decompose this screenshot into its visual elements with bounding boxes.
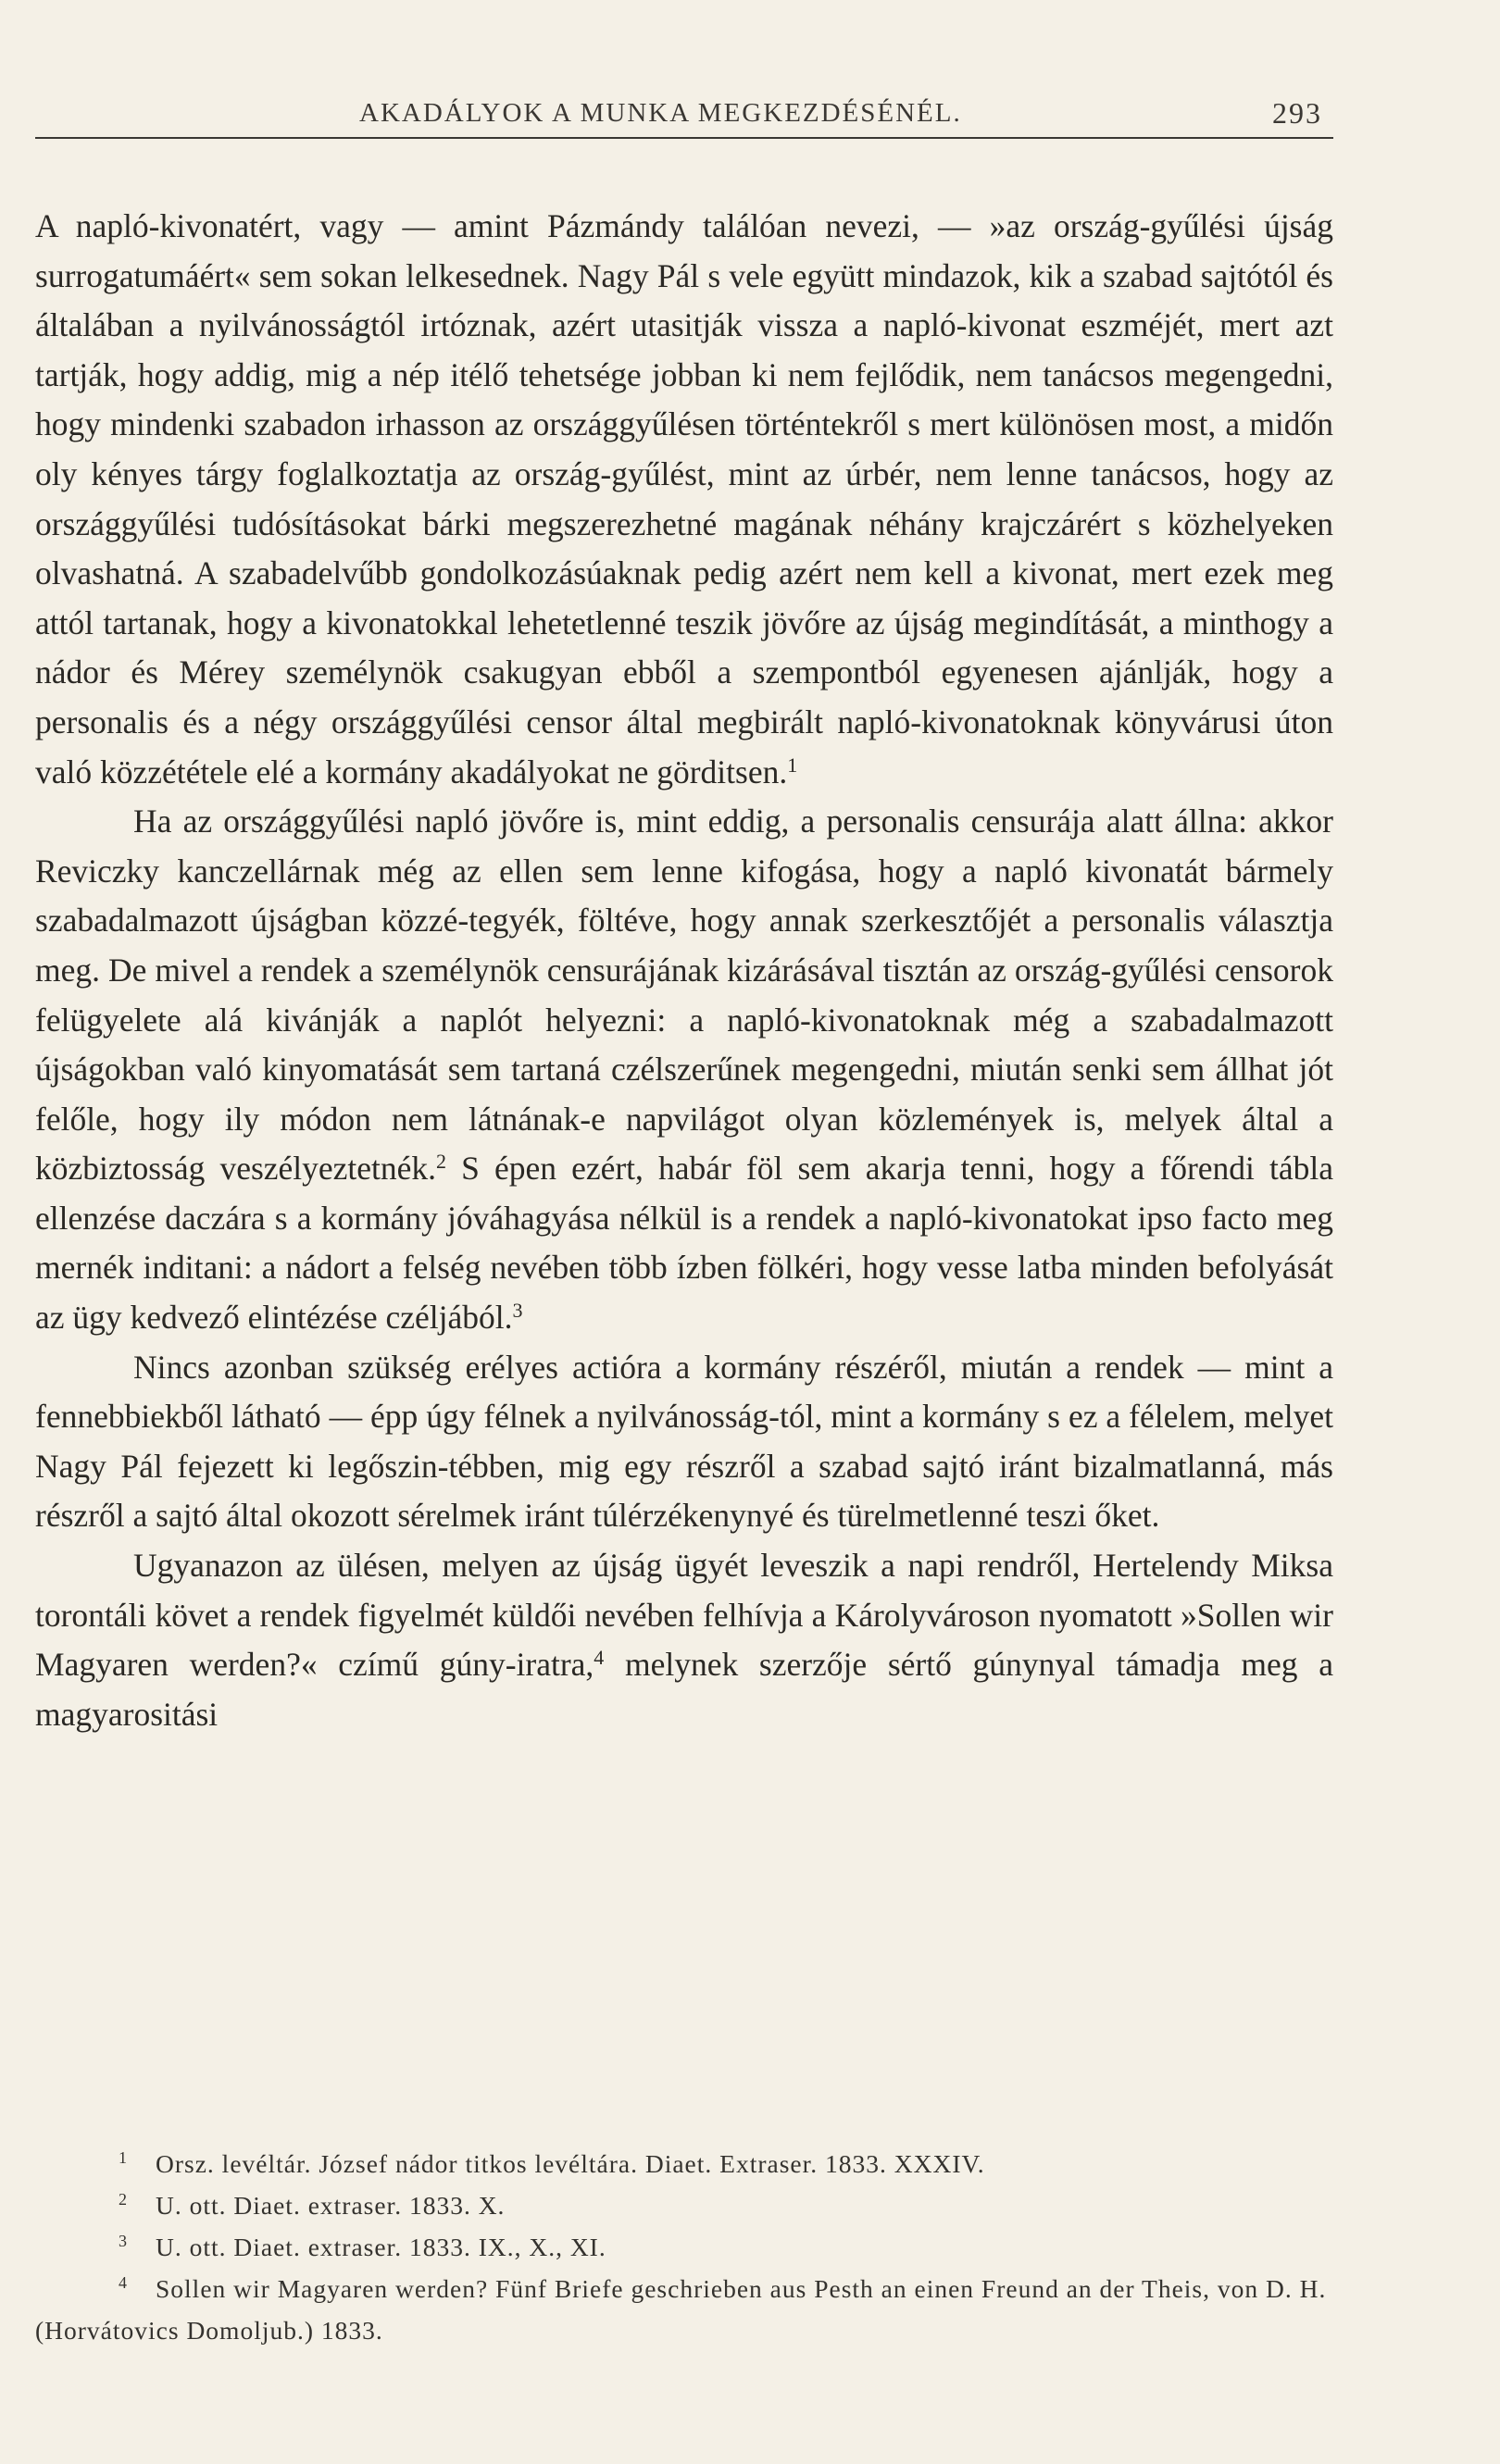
running-title: AKADÁLYOK A MUNKA MEGKEZDÉSÉNÉL. — [359, 98, 962, 128]
body-text — [35, 202, 1333, 1739]
paragraph-3 — [35, 1343, 1333, 1541]
footnote-3: 3 U. ott. Diaet. extraser. 1833. IX., X., XI. — [119, 2232, 606, 2261]
footnote-text: Sollen wir Magyaren werden? Fünf Briefe geschrieben aus Pesth an einen Freund an der Theis, von D. H. (Horvátovics Domoljub.) 1833. — [35, 2274, 1327, 2345]
paragraph-text: A napló-kivonatért, vagy — amint Pázmándy találóan nevezi, — »az ország-gyűlési újság surrogatumáért« sem sokan lelkesednek. Nagy Pál s vele együtt mindazok, kik a szabad sajtótól és általában a nyilvánosságtól irtóznak, azért utasitják vissza a napló-kivonat eszméjét, mert azt tartják, hogy addig, mig a nép itélő tehetsége jobban ki nem fejlődik, nem tanácsos megengedni, hogy mindenki szabadon irhasson az országgyűlésen történtekről s mert különösen most, a midőn oly kényes tárgy foglalkoztatja az ország-gyűlést, mint az úrbér, nem lenne tanácsos, hogy az országgyűlési tudósításokat bárki megszerezhetné magának néhány krajczárért s közhelyeken olvashatná. A szabadelvűbb gondolkozásúaknak pedig azért nem kell a kivonat, mert ezek meg attól tartanak, hogy a kivonatokkal lehetetlenné teszik jövőre az újság megindítását, a minthogy a nádor és Mérey személynök csakugyan ebből a szempontból egyenesen ajánlják, hogy a personalis és a négy országgyűlési censor által megbirált napló-kivonatoknak könyvárusi úton való közzététele elé a kormány akadályokat ne görditsen. — [35, 207, 1333, 790]
footnotes — [35, 2143, 1333, 2351]
paragraph-4 — [35, 1541, 1333, 1739]
paragraph-1 — [35, 202, 1333, 797]
footnote-ref: 4 — [594, 1646, 605, 1670]
page-number: 293 — [1272, 96, 1322, 130]
footnote-ref: 1 — [787, 753, 798, 777]
footnote-text: U. ott. Diaet. extraser. 1833. X. — [156, 2191, 506, 2220]
paragraph-text: S épen ezért, habár föl sem akarja tenni, hogy a főrendi tábla ellenzése daczára s a kormány jóváhagyása nélkül is a rendek a napló-kivonatokat ipso facto meg mernék inditani: a nádort a felség nevében több ízben fölkéri, hogy vesse latba minden befolyását az ügy kedvező elintézése czéljából. — [35, 1150, 1333, 1337]
paragraph-text: Ha az országgyűlési napló jövőre is, mint eddig, a personalis censurája alatt állna: akkor Reviczky kanczellárnak még az ellen sem lenne kifogása, hogy a napló kivonatát bármely szabadalmazott újságban közzé-tegyék, föltéve, hogy annak szerkesztőjét a personalis választja meg. De mivel a rendek a személynök censurájának kizárásával tisztán az ország-gyűlési censorok felügyelete alá kivánják a naplót helyezni: a napló-kivonatoknak még a szabadalmazott újságokban való kinyomatását sem tartaná czélszerűnek megengedni, miután senki sem állhat jót felőle, hogy ily módon nem látnának-e napvilágot olyan közlemények is, melyek által a közbiztosság veszélyeztetnék. — [35, 803, 1333, 1188]
footnote-4: 4 Sollen wir Magyaren werden? Fünf Briefe geschrieben aus Pesth an einen Freund an der Theis, von D. H. (Horvátovics Domoljub.) 1833. — [35, 2273, 1327, 2345]
paragraph-2 — [35, 797, 1333, 1343]
paragraph-text: Ugyanazon az ülésen, melyen az újság ügyét leveszik a napi rendről, Hertelendy Miksa torontáli követ a rendek figyelmét küldői nevében felhívja a Károlyvároson nyomatott »Sollen wir Magyaren werden?« czímű gúny-iratra, — [35, 1547, 1333, 1684]
footnote-ref: 3 — [512, 1299, 523, 1323]
paragraph-text: melynek szerzője sértő gúnynyal támadja meg a magyarositási — [35, 1646, 1333, 1733]
paragraph-text: Nincs azonban szükség erélyes actióra a kormány részéről, miután a rendek — mint a fennebbiekből látható — épp úgy félnek a nyilvánosság-tól, mint a kormány s ez a félelem, melyet Nagy Pál fejezett ki legőszin-tébben, mig egy részről a szabad sajtó iránt bizalmatlanná, más részről a sajtó által okozott sérelmek iránt túlérzékenynyé és türelmetlenné teszi őket. — [35, 1348, 1333, 1535]
footnote-2: 2 U. ott. Diaet. extraser. 1833. X. — [119, 2190, 506, 2220]
footnote-text: U. ott. Diaet. extraser. 1833. IX., X., XI. — [156, 2233, 606, 2261]
footnote-1: 1 Orsz. levéltár. József nádor titkos levéltára. Diaet. Extraser. 1833. XXXIV. — [119, 2148, 985, 2178]
running-head — [35, 91, 1333, 139]
footnote-text: Orsz. levéltár. József nádor titkos levéltára. Diaet. Extraser. 1833. XXXIV. — [156, 2149, 985, 2178]
book-page — [35, 0, 1333, 2464]
footnote-ref: 2 — [436, 1150, 447, 1174]
